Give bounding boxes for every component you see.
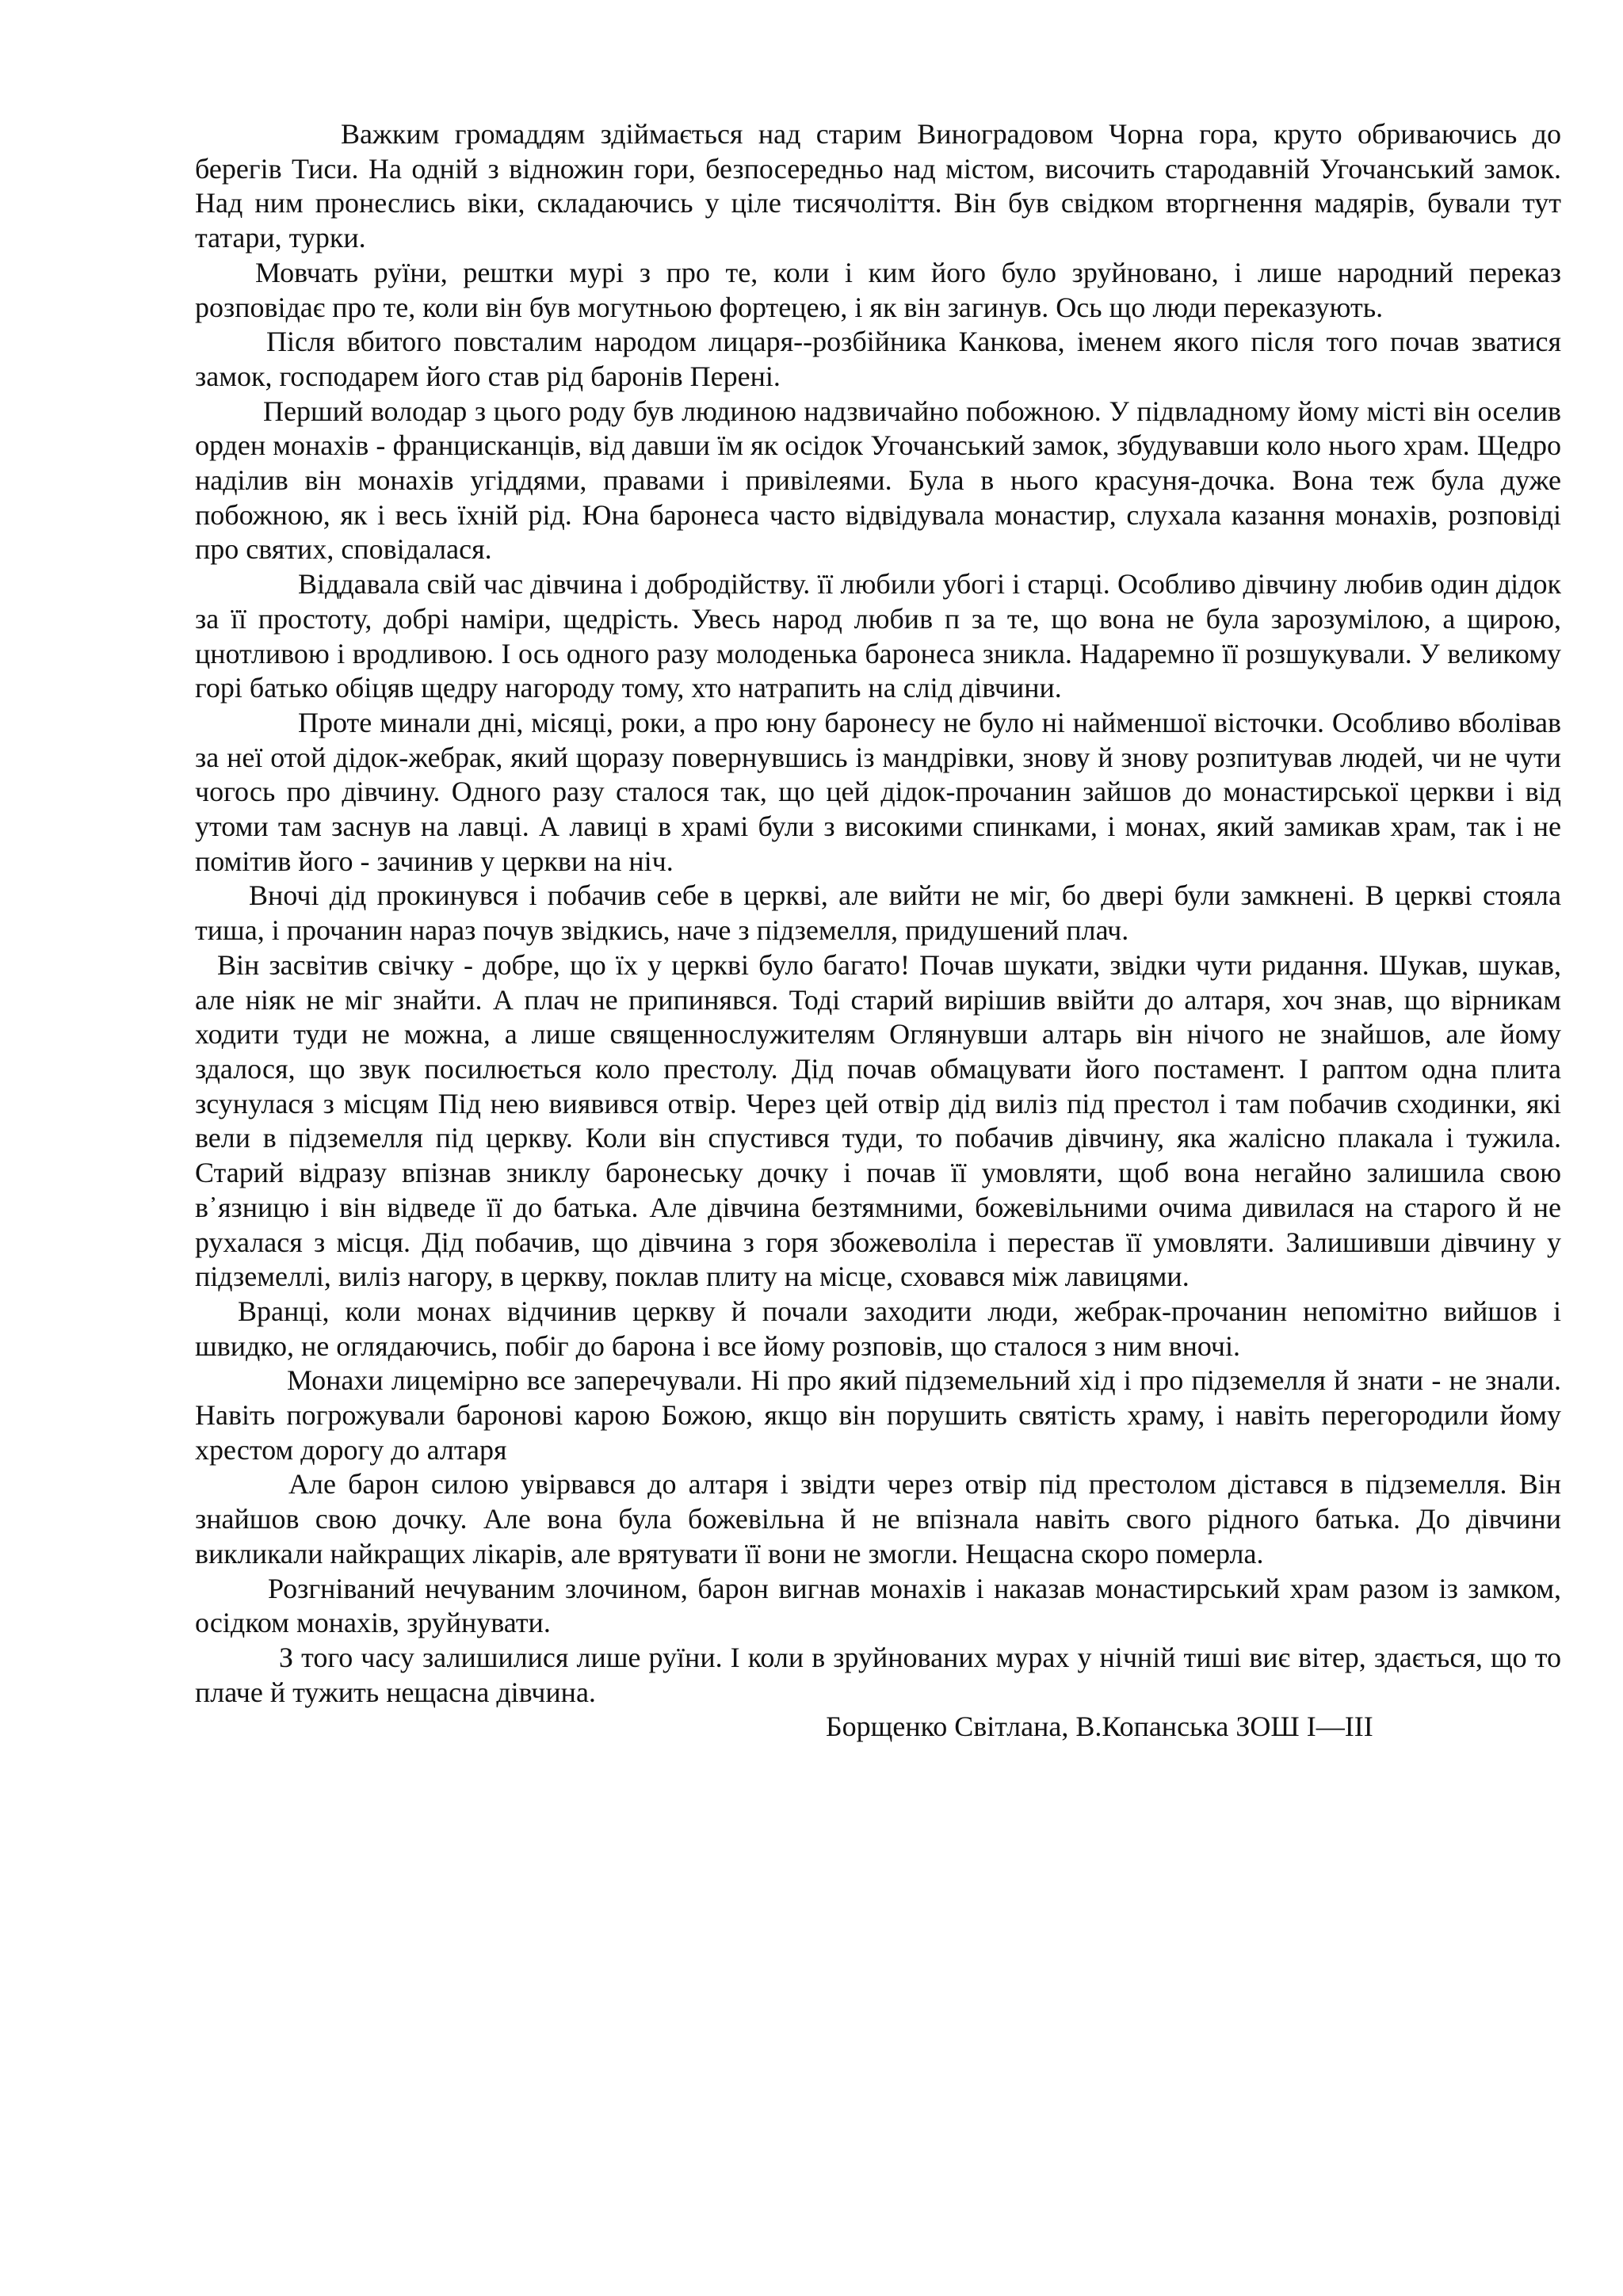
paragraph-10: Монахи лицемірно все заперечували. Ні про який підземельний хід і про підземелля й знати - не знали. Навіть погрожували баронові карою Божою, якщо він порушить святість храму, і навіть перегородили йому хрестом дорогу до алтаря (195, 1364, 1561, 1466)
paragraph-4: Перший володар з цього роду був людиною надзвичайно побожною. У підвладному йому місті він оселив орден монахів - францисканців, від давши їм як осідок Угочанський замок, збудувавши коло нього храм. Щедро наділив він монахів угіддями, правами і привілеями. Була в нього красуня-дочка. Вона теж була дуже побожною, як і весь їхній рід. Юна баронеса часто відвідувала монастир, слухала казання монахів, розповіді про святих, сповідалася. (195, 395, 1561, 566)
paragraph-8: Він засвітив свічку - добре, що їх у церкві було багато! Почав шукати, звідки чути ридання. Шукав, шукав, але ніяк не міг знайти. А плач не припинявся. Тоді старий вирішив ввійти до алтаря, хоч знав, що вірникам ходити туди не можна, а лише священнослужителям Оглянувши алтарь він нічого не знайшов, але йому здалося, що звук посилюється коло престолу. Дід почав обмацувати його постамент. І раптом одна плита зсунулася з місцям Під нею виявився отвір. Через цей отвір дід виліз під престол і там побачив сходинки, які вели в підземелля під церкву. Коли він спустився туди, то побачив дівчину, яка жалісно плакала і тужила. Старий відразу впізнав зниклу баронеську дочку і почав її умовляти, щоб вона негайно залишила свою в᾿язницю і він відведе її до батька. Але дівчина безтямними, божевільними очима дивилася на старого й не рухалася з місця. Дід побачив, що дівчина з горя збожеволіла і перестав її умовляти. Залишивши дівчину у підземеллі, виліз нагору, в церкву, поклав плиту на місце, сховався між лавицями. (195, 948, 1561, 1293)
paragraph-7: Вночі дід прокинувся і побачив себе в церкві, але вийти не міг, бо двері були замкнені. В церкві стояла тиша, і прочанин нараз почув звідкись, наче з підземелля, придушений плач. (195, 879, 1561, 947)
paragraph-1: Важким громаддям здіймається над старим Виноградовом Чорна гора, круто обриваючись до берегів Тиси. На одній з відножин гори, безпосередньо над містом, височить стародавній Угочанський замок. Над ним пронеслись віки, складаючись у ціле тисячоліття. Він був свідком вторгнення мадярів, бували тут татари, турки. (195, 118, 1561, 254)
paragraph-2: Мовчать руїни, рештки мурі з про те, коли і ким його було зруйновано, і лише народний переказ розповідає про те, коли він був могутньою фортецею, і як він загинув. Ось що люди переказують. (195, 256, 1561, 323)
paragraph-11: Але барон силою увірвався до алтаря і звідти через отвір під престолом дістався в підземелля. Він знайшов свою дочку. Але вона була божевільна й не впізнала навіть свого рідного батька. До дівчини викликали найкращих лікарів, але врятувати її вони не змогли. Нещасна скоро померла. (195, 1468, 1561, 1569)
paragraph-6: Проте минали дні, місяці, роки, а про юну баронесу не було ні найменшої вісточки. Особливо вболівав за неї отой дідок-жебрак, який щоразу повернувшись із мандрівки, знову й знову розпитував людей, чи не чути чогось про дівчину. Одного разу сталося так, що цей дідок-прочанин зайшов до монастирської церкви і від утоми там заснув на лавці. А лавиці в храмі були з високими спинками, і монах, який замикав храм, так і не помітив його - зачинив у церкви на ніч. (195, 706, 1561, 877)
document-body (195, 117, 1561, 1745)
paragraph-9: Вранці, коли монах відчинив церкву й почали заходити люди, жебрак-прочанин непомітно вийшов і швидко, не оглядаючись, побіг до барона і все йому розповів, що сталося з ним вночі. (195, 1295, 1561, 1362)
paragraph-5: Віддавала свій час дівчина і добродійству. її любили убогі і старці. Особливо дівчину любив один дідок за її простоту, добрі наміри, щедрість. Увесь народ любив п за те, що вона не була зарозумілою, а щирою, цнотливою і вродливою. І ось одного разу молоденька баронеса зникла. Надаремно її розшукували. У великому горі батько обіцяв щедру нагороду тому, хто натрапить на слід дівчини. (195, 568, 1561, 704)
author-signature: Борщенко Світлана, В.Копанська ЗОШ I—III (826, 1711, 1373, 1743)
paragraph-12: Розгніваний нечуваним злочином, барон вигнав монахів і наказав монастирський храм разом із замком, осідком монахів, зруйнувати. (195, 1572, 1561, 1639)
paragraph-13: З того часу залишилися лише руїни. І коли в зруйнованих мурах у нічній тиші виє вітер, здається, що то плаче й тужить нещасна дівчина. (195, 1641, 1561, 1708)
paragraph-3: Після вбитого повсталим народом лицаря--розбійника Канкова, іменем якого після того почав зватися замок, господарем його став рід баронів Перені. (195, 326, 1561, 392)
